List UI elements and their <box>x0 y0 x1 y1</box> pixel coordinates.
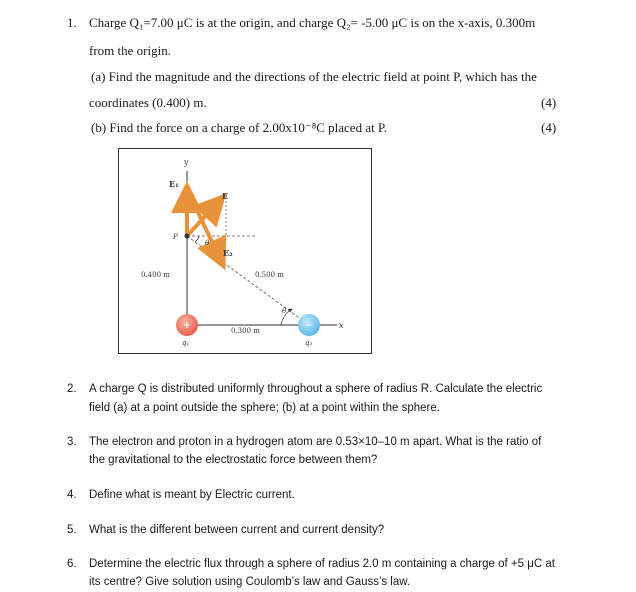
question-1-text-line1: Charge Q₁=7.00 μC is at the origin, and charge Q₂= -5.00 μC is on the x-axis, 0.300m <box>89 15 536 30</box>
e-label: E <box>222 191 229 201</box>
e2-vector <box>187 189 222 263</box>
hypotenuse-line <box>187 236 309 325</box>
question-6-text-line1: Determine the electric flux through a sphere of radius 2.0 m containing a charge of +5 μC at <box>89 558 555 570</box>
distance-0300-label: 0.300 m <box>231 327 260 335</box>
question-1-number: 1. <box>67 15 77 30</box>
question-4-number: 4. <box>67 489 77 501</box>
question-3-text-line2: the gravitational to the electrostatic force between them? <box>89 454 378 466</box>
question-1b-text: (b) Find the force on a charge of 2.00x10⁻⁸C placed at P. <box>91 120 387 135</box>
point-p-label: P <box>173 233 178 241</box>
question-5-number: 5. <box>67 524 77 536</box>
question-6-number: 6. <box>67 558 77 570</box>
question-1a-points: (4) <box>541 95 557 110</box>
question-3-number: 3. <box>67 436 77 448</box>
q2-label: q₂ <box>305 339 313 347</box>
q1-label: q₁ <box>182 339 190 347</box>
e1-label: E₁ <box>169 179 179 189</box>
point-p <box>185 234 190 239</box>
question-2-number: 2. <box>67 383 77 395</box>
question-2-text-line2: field (a) at a point outside the sphere; (b) at a point within the sphere. <box>89 402 440 414</box>
question-3-text-line1: The electron and proton in a hydrogen atom are 0.53×10–10 m apart. What is the ratio of <box>89 436 542 448</box>
charge-q2-sign: − <box>305 321 313 331</box>
question-1a-text-line2: coordinates (0.400) m. <box>89 95 207 110</box>
e2-label: E₂ <box>223 248 233 258</box>
x-axis-label: x <box>339 321 344 330</box>
question-4-text: Define what is meant by Electric current. <box>89 489 295 501</box>
y-axis-label: y <box>184 158 189 167</box>
resultant-e-vector <box>187 199 221 236</box>
distance-0400-label: 0.400 m <box>141 271 170 279</box>
diagram-svg <box>119 149 371 353</box>
angle-label-p: θ <box>205 239 210 247</box>
charge-q1-sign: + <box>183 321 191 331</box>
question-1a-text-line1: (a) Find the magnitude and the directions of the electric field at point P, which has the <box>91 69 537 84</box>
angle-label-q2: θ <box>282 307 287 315</box>
question-6-text-line2: its centre? Give solution using Coulomb’s law and Gauss’s law. <box>89 576 411 588</box>
angle-arc-p <box>195 236 199 242</box>
distance-0500-label: 0.500 m <box>255 271 284 279</box>
electric-field-diagram <box>118 148 372 354</box>
question-1b-points: (4) <box>541 120 557 135</box>
question-5-text: What is the different between current and current density? <box>89 524 385 536</box>
question-2-text-line1: A charge Q is distributed uniformly throughout a sphere of radius R. Calculate the electric <box>89 383 543 395</box>
question-1-text-line2: from the origin. <box>89 43 171 58</box>
